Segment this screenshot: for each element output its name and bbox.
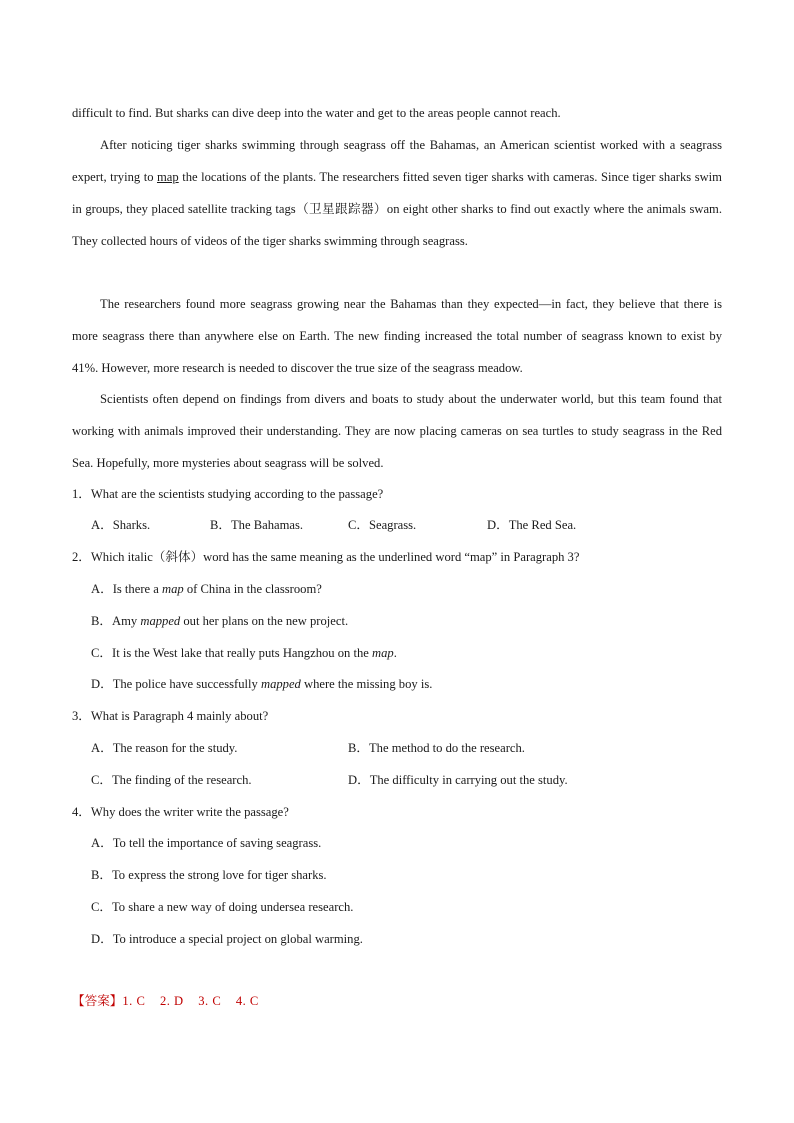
option-d-italic-word: mapped — [260, 677, 301, 691]
question-4-option-a: A．To tell the importance of saving seagrass. — [91, 836, 322, 850]
option-b-text: B．Amy — [91, 614, 141, 628]
option-c-text: C．It is the West lake that really puts Hangzhou on the — [91, 646, 373, 660]
answer-key — [72, 991, 259, 1011]
option-d-text: D．The police have successfully — [91, 677, 261, 691]
question-3-option-d: D．The difficulty in carrying out the study. — [348, 773, 568, 787]
question-1-option-d: D．The Red Sea. — [487, 518, 577, 532]
option-c-text-end: . — [393, 646, 397, 660]
question-4-stem: 4．Why does the writer write the passage? — [72, 805, 289, 819]
option-c-italic-word: map — [372, 646, 394, 660]
question-3-option-a: A．The reason for the study. — [91, 741, 238, 755]
p3-text-b: the locations of the plants. The researchers fitted seven tiger sharks with cameras. Since tiger sharks swim in groups, they placed satellite tracking tags（卫星跟踪器）on eight other sharks to find out exactly where the animals swam. They collected hours of videos of the tiger sharks swimming through seagrass. — [72, 170, 722, 248]
question-4-option-c: C．To share a new way of doing undersea research. — [91, 900, 354, 914]
question-3-stem: 3．What is Paragraph 4 mainly about? — [72, 709, 269, 723]
option-d-text-end: where the missing boy is. — [300, 677, 433, 691]
option-b-text-end: out her plans on the new project. — [180, 614, 349, 628]
option-b-italic-word: mapped — [140, 614, 181, 628]
question-1-option-b: B．The Bahamas. — [210, 518, 304, 532]
question-3-option-c: C．The finding of the research. — [91, 773, 252, 787]
answer-label: 【答案】 — [72, 993, 123, 1008]
question-2-stem: 2．Which italic（斜体）word has the same meaning as the underlined word “map” in Paragraph 3? — [72, 550, 580, 564]
question-1-stem: 1．What are the scientists studying according to the passage? — [72, 487, 384, 501]
question-1-option-a: A．Sharks. — [91, 518, 151, 532]
question-3-option-b: B．The method to do the research. — [348, 741, 525, 755]
question-2-option-a — [91, 579, 322, 599]
p3-text-a: After noticing tiger sharks swimming through seagrass off the Bahamas, an American scientist worked with a seagrass expert, trying to — [72, 138, 722, 184]
option-a-text-end: of China in the classroom? — [183, 582, 322, 596]
passage-paragraph-5: Scientists often depend on findings from divers and boats to study about the underwater world, but this team found that working with animals improved their understanding. They are now placing cameras on sea turtles to study seagrass in the Red Sea. Hopefully, more mysteries about seagrass will be solved. — [72, 392, 722, 470]
question-2-option-b — [91, 611, 348, 631]
answer-values: 1. C 2. D 3. C 4. C — [122, 994, 259, 1008]
question-1-option-c: C．Seagrass. — [348, 518, 417, 532]
question-2-option-c — [91, 643, 397, 663]
question-4-option-b: B．To express the strong love for tiger sharks. — [91, 868, 327, 882]
passage-paragraph-2-end: difficult to find. But sharks can dive deep into the water and get to the areas people cannot reach. — [72, 106, 561, 120]
underlined-word-map: map — [157, 170, 179, 184]
option-a-italic-word: map — [162, 582, 184, 596]
passage-paragraph-3 — [72, 129, 722, 257]
question-4-option-d: D．To introduce a special project on global warming. — [91, 932, 363, 946]
question-2-option-d — [91, 674, 432, 694]
option-a-text: A．Is there a — [91, 582, 162, 596]
passage-paragraph-4: The researchers found more seagrass growing near the Bahamas than they expected—in fact, they believe that there is more seagrass there than anywhere else on Earth. The new finding increased the total number of seagrass known to exist by 41%. However, more research is needed to discover the true size of the seagrass meadow. — [72, 297, 722, 375]
